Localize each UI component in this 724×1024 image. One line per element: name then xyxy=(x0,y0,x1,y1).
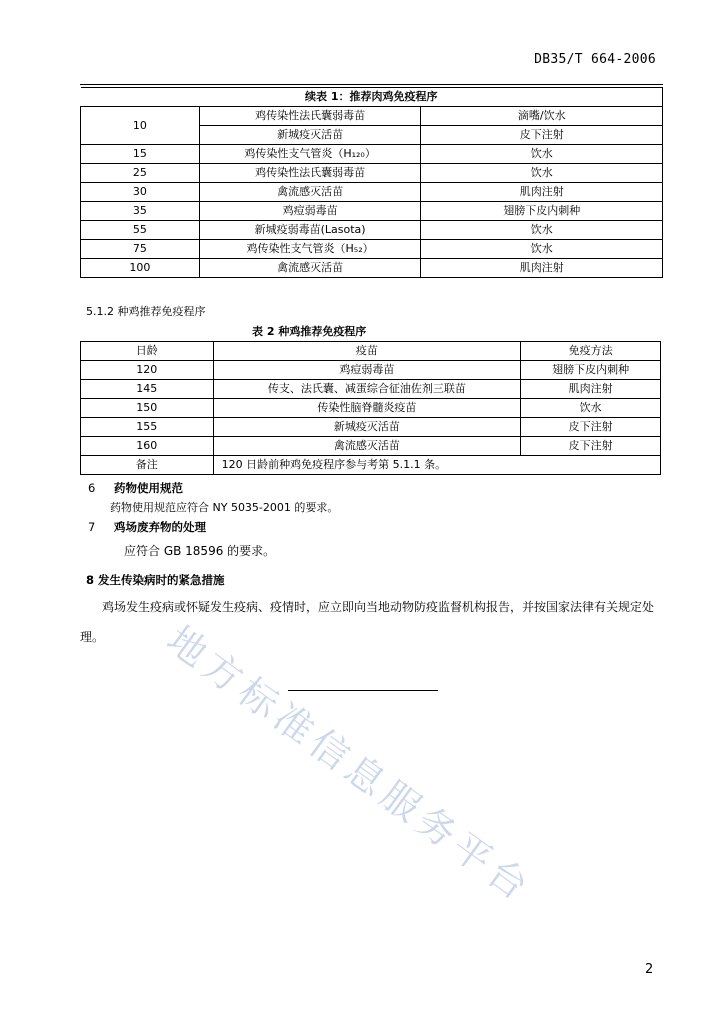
method-cell: 饮水 xyxy=(421,221,663,240)
section-7-title: 鸡场废弃物的处理 xyxy=(114,520,206,534)
broiler-immunization-table-continued xyxy=(80,87,663,278)
section-6-heading xyxy=(88,480,183,496)
table-row xyxy=(81,240,663,259)
method-cell: 饮水 xyxy=(421,240,663,259)
method-cell: 翅膀下皮内刺种 xyxy=(421,202,663,221)
table-row xyxy=(81,202,663,221)
column-header-day: 日龄 xyxy=(81,342,214,361)
day-cell: 30 xyxy=(81,183,200,202)
method-cell: 饮水 xyxy=(421,145,663,164)
method-cell: 皮下注射 xyxy=(521,418,661,437)
vaccine-cell: 鸡传染性法氏囊弱毒苗 xyxy=(199,164,421,183)
page-number: 2 xyxy=(645,962,654,977)
table-row xyxy=(81,145,663,164)
section-7-heading xyxy=(88,519,206,535)
section-8-body: 鸡场发生疫病或怀疑发生疫病、疫情时，应立即向当地动物防疫监督机构报告，并按国家法律有关规定处理。 xyxy=(80,600,655,644)
day-cell: 100 xyxy=(81,259,200,278)
table-row xyxy=(81,183,663,202)
method-cell: 肌肉注射 xyxy=(421,259,663,278)
vaccine-cell: 新城疫灭活苗 xyxy=(213,418,521,437)
vaccine-cell: 禽流感灭活苗 xyxy=(199,259,421,278)
section-6-number: 6 xyxy=(88,481,96,495)
day-cell: 120 xyxy=(81,361,214,380)
vaccine-cell: 鸡传染性法氏囊弱毒苗 xyxy=(199,107,421,126)
day-cell: 15 xyxy=(81,145,200,164)
vaccine-cell: 鸡痘弱毒苗 xyxy=(199,202,421,221)
column-header-method: 免疫方法 xyxy=(521,342,661,361)
note-label: 备注 xyxy=(81,456,214,475)
end-of-document-rule xyxy=(288,690,438,691)
vaccine-cell: 鸡传染性支气管炎（H₅₂） xyxy=(199,240,421,259)
day-cell: 155 xyxy=(81,418,214,437)
table-row xyxy=(81,164,663,183)
note-text: 120 日龄前种鸡免疫程序参与考第 5.1.1 条。 xyxy=(213,456,660,475)
day-cell: 145 xyxy=(81,380,214,399)
vaccine-cell: 鸡传染性支气管炎（H₁₂₀） xyxy=(199,145,421,164)
document-code: DB35/T 664-2006 xyxy=(534,52,656,67)
table-note-row xyxy=(81,456,661,475)
table2-caption: 表 2 种鸡推荐免疫程序 xyxy=(252,325,367,338)
day-cell: 160 xyxy=(81,437,214,456)
vaccine-cell: 新城疫灭活苗 xyxy=(199,126,421,145)
day-cell: 150 xyxy=(81,399,214,418)
header-divider xyxy=(80,84,663,85)
table-row xyxy=(81,107,663,126)
table-row xyxy=(81,221,663,240)
method-cell: 饮水 xyxy=(421,164,663,183)
method-cell: 肌肉注射 xyxy=(521,380,661,399)
method-cell: 饮水 xyxy=(521,399,661,418)
table-row xyxy=(81,399,661,418)
vaccine-cell: 传染性脑脊髓炎疫苗 xyxy=(213,399,521,418)
watermark: 地方标准信息服务平台 xyxy=(158,617,541,912)
vaccine-cell: 新城疫弱毒苗(Lasota) xyxy=(199,221,421,240)
section-7-number: 7 xyxy=(88,520,96,534)
day-cell: 25 xyxy=(81,164,200,183)
column-header-vaccine: 疫苗 xyxy=(213,342,521,361)
vaccine-cell: 鸡痘弱毒苗 xyxy=(213,361,521,380)
day-cell: 75 xyxy=(81,240,200,259)
method-cell: 皮下注射 xyxy=(521,437,661,456)
method-cell: 滴嘴/饮水 xyxy=(421,107,663,126)
vaccine-cell: 传支、法氏囊、减蛋综合征油佐剂三联苗 xyxy=(213,380,521,399)
method-cell: 翅膀下皮内刺种 xyxy=(521,361,661,380)
section-6-body: 药物使用规范应符合 NY 5035-2001 的要求。 xyxy=(110,501,339,514)
table-row xyxy=(81,361,661,380)
section-5-1-2-heading: 5.1.2 种鸡推荐免疫程序 xyxy=(86,305,206,318)
breeder-immunization-table xyxy=(80,341,661,475)
table-row xyxy=(81,418,661,437)
section-7-body: 应符合 GB 18596 的要求。 xyxy=(124,544,276,558)
method-cell: 肌肉注射 xyxy=(421,183,663,202)
section-6-title: 药物使用规范 xyxy=(114,481,183,495)
section-8-heading: 8 发生传染病时的紧急措施 xyxy=(86,573,225,587)
day-cell: 10 xyxy=(81,107,200,145)
day-cell: 55 xyxy=(81,221,200,240)
table-row xyxy=(81,437,661,456)
method-cell: 皮下注射 xyxy=(421,126,663,145)
table1-caption: 续表 1：推荐肉鸡免疫程序 xyxy=(81,88,663,107)
table-header-row xyxy=(81,342,661,361)
table-row xyxy=(81,380,661,399)
day-cell: 35 xyxy=(81,202,200,221)
vaccine-cell: 禽流感灭活苗 xyxy=(199,183,421,202)
table-row xyxy=(81,259,663,278)
vaccine-cell: 禽流感灭活苗 xyxy=(213,437,521,456)
